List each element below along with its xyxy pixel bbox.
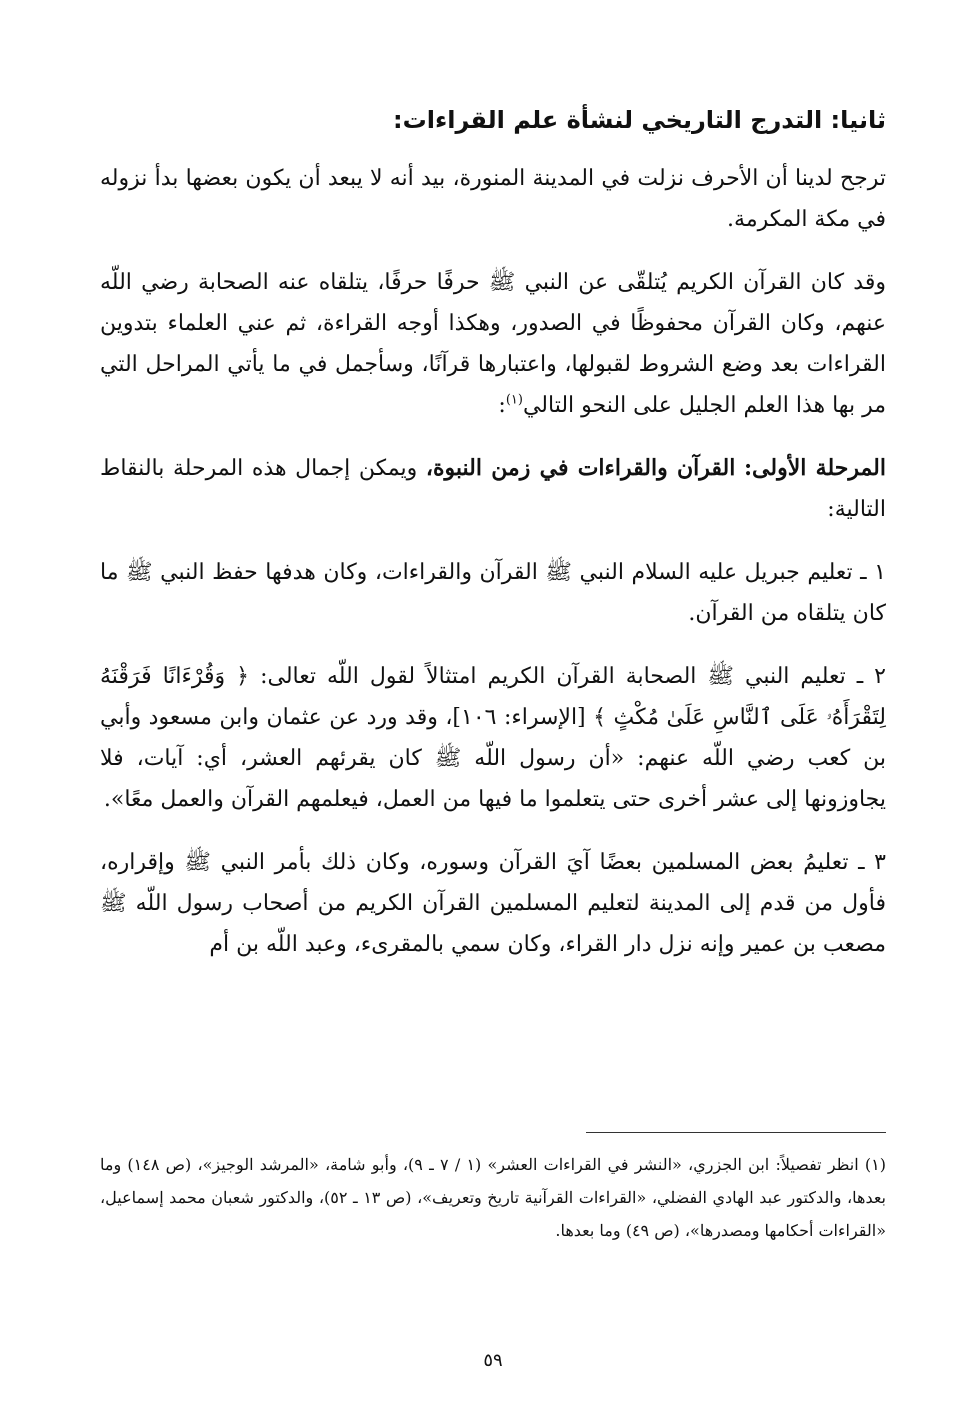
paragraph-stage-one	[100, 448, 886, 530]
paragraph-transmission-text: وقد كان القرآن الكريم يُتلقّى عن النبي ﷺ حرفًا حرفًا، يتلقاه عنه الصحابة رضي اللّه عنهم، وكان القرآن محفوظًا في الصدور، وهكذا أوجه القراءة، ثم عني العلماء بتدوين القراءات بعد وضع الشروط لقبولها، واعتبارها قرآنًا، وسأجمل في ما يأتي المراحل التي مر بها هذا العلم الجليل على النحو التالي	[100, 270, 886, 418]
section-heading: ثانيا: التدرج التاريخي لنشأة علم القراءات:	[393, 106, 886, 134]
stage-label: المرحلة الأولى:	[743, 455, 886, 481]
stage-text: ويمكن إجمال هذه المرحلة بالنقاط التالية:	[100, 456, 886, 522]
document-page	[100, 100, 886, 1400]
stage-title: القرآن والقراءات في زمن النبوة،	[425, 455, 736, 481]
paragraph-transmission	[100, 262, 886, 426]
paragraph-revelation: ترجح لدينا أن الأحرف نزلت في المدينة المنورة، بيد أنه لا يبعد أن يكون بعضها بدأ نزوله في مكة المكرمة.	[100, 166, 886, 232]
page-number: ٥٩	[483, 1350, 503, 1371]
footnote-ref: (١)	[505, 392, 523, 408]
footnote: (١) انظر تفصيلاً: ابن الجزري، «النشر في القراءات العشر» (١ / ٧ ـ ٩)، وأبو شامة، «المرشد الوجيز»، (ص ١٤٨) وما بعدها، والدكتور عبد الهادي الفضلي، «القراءات القرآنية تاريخ وتعريف»، (ص ١٣ ـ ٥٢)، والدكتور شعبان محمد إسماعيل، «القراءات أحكامها ومصدرها»، (ص ٤٩) وما بعدها.	[100, 1155, 887, 1240]
footnote-divider	[586, 1132, 886, 1133]
paragraph-colon: :	[498, 393, 506, 418]
list-item-2: ٢ ـ تعليم النبي ﷺ الصحابة القرآن الكريم امتثالاً لقول اللّه تعالى: ﴿ وَقُرْءَانًا فَرَقْنَهُ لِتَقْرَأَهُۥ عَلَى ٱلنَّاسِ عَلَىٰ مُكْثٍ ﴾ [الإسراء: ١٠٦]، وقد ورد عن عثمان وابن مسعود وأبي بن كعب رضي اللّه عنهم: «أن رسول اللّه ﷺ كان يقرئهم العشر، أي: آيات، فلا يجاوزونها إلى عشر أخرى حتى يتعلموا ما فيها من العمل، فيعلمهم القرآن والعمل معًا».	[100, 664, 886, 812]
list-item-3: ٣ ـ تعليمُ بعض المسلمين بعضًا آيَ القرآن وسوره، وكان ذلك بأمر النبي ﷺ وإقراره، فأول من قدم إلى المدينة لتعليم المسلمين القرآن الكريم من أصحاب رسول اللّه ﷺ مصعب بن عمير وإنه نزل دار القراء، وكان سمي بالمقرىء، وعبد اللّه بن أم	[100, 850, 886, 957]
list-item-1: ١ ـ تعليم جبريل عليه السلام النبي ﷺ القرآن والقراءات، وكان هدفها حفظ النبي ﷺ ما كان يتلقاه من القرآن.	[100, 560, 886, 626]
